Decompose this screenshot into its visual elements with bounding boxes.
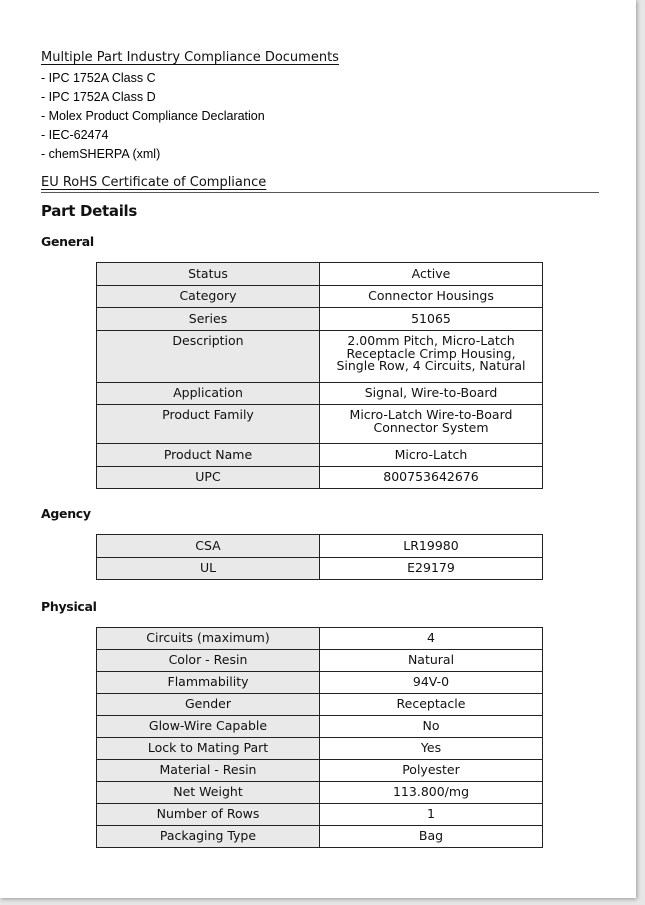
- table-row: [97, 804, 543, 826]
- spec-value: No: [320, 716, 543, 738]
- compliance-item: - IPC 1752A Class C: [41, 71, 156, 85]
- part-details-heading: Part Details: [41, 202, 138, 220]
- agency-table: [96, 534, 543, 580]
- spec-key: CSA: [97, 535, 320, 558]
- compliance-item: - chemSHERPA (xml): [41, 147, 161, 161]
- physical-table: [96, 627, 543, 848]
- spec-value: Micro-Latch Wire-to-Board Connector System: [320, 405, 543, 444]
- spec-key: UL: [97, 558, 320, 580]
- spec-value: Active: [320, 263, 543, 286]
- table-row: [97, 672, 543, 694]
- table-row: [97, 383, 543, 405]
- spec-value: LR19980: [320, 535, 543, 558]
- table-row: [97, 308, 543, 331]
- spec-key: Product Name: [97, 444, 320, 467]
- spec-key: Category: [97, 286, 320, 308]
- spec-key: Flammability: [97, 672, 320, 694]
- compliance-documents-link[interactable]: Multiple Part Industry Compliance Documents: [41, 50, 339, 65]
- spec-key: Number of Rows: [97, 804, 320, 826]
- spec-value: 1: [320, 804, 543, 826]
- spec-value: Receptacle: [320, 694, 543, 716]
- spec-key: Description: [97, 331, 320, 383]
- table-row: [97, 628, 543, 650]
- spec-value: Polyester: [320, 760, 543, 782]
- rohs-certificate-link[interactable]: EU RoHS Certificate of Compliance: [41, 175, 267, 190]
- spec-value: 113.800/mg: [320, 782, 543, 804]
- spec-key: Net Weight: [97, 782, 320, 804]
- spec-value: Signal, Wire-to-Board: [320, 383, 543, 405]
- table-row: [97, 760, 543, 782]
- agency-heading: Agency: [41, 506, 91, 521]
- spec-value: Natural: [320, 650, 543, 672]
- spec-key: Series: [97, 308, 320, 331]
- table-row: [97, 535, 543, 558]
- table-row: [97, 782, 543, 804]
- spec-value: Bag: [320, 826, 543, 848]
- spec-value: E29179: [320, 558, 543, 580]
- compliance-item: - IPC 1752A Class D: [41, 90, 156, 104]
- section-divider: [41, 192, 599, 193]
- table-row: [97, 331, 543, 383]
- spec-key: Material - Resin: [97, 760, 320, 782]
- compliance-item: - IEC-62474: [41, 128, 109, 142]
- spec-value: Connector Housings: [320, 286, 543, 308]
- table-row: [97, 467, 543, 489]
- spec-value: 2.00mm Pitch, Micro-Latch Receptacle Crimp Housing, Single Row, 4 Circuits, Natural: [320, 331, 543, 383]
- spec-key: Circuits (maximum): [97, 628, 320, 650]
- spec-key: Status: [97, 263, 320, 286]
- spec-key: UPC: [97, 467, 320, 489]
- table-row: [97, 694, 543, 716]
- table-row: [97, 286, 543, 308]
- compliance-document-list: [41, 69, 339, 164]
- spec-value: 4: [320, 628, 543, 650]
- spec-value: 800753642676: [320, 467, 543, 489]
- spec-key: Color - Resin: [97, 650, 320, 672]
- table-row: [97, 826, 543, 848]
- general-heading: General: [41, 234, 94, 249]
- spec-value: 51065: [320, 308, 543, 331]
- spec-key: Gender: [97, 694, 320, 716]
- spec-value: 94V-0: [320, 672, 543, 694]
- table-row: [97, 738, 543, 760]
- table-row: [97, 405, 543, 444]
- table-row: [97, 716, 543, 738]
- spec-key: Product Family: [97, 405, 320, 444]
- spec-value: Yes: [320, 738, 543, 760]
- physical-heading: Physical: [41, 599, 97, 614]
- table-row: [97, 558, 543, 580]
- table-row: [97, 444, 543, 467]
- spec-key: Application: [97, 383, 320, 405]
- compliance-item: - Molex Product Compliance Declaration: [41, 109, 265, 123]
- table-row: [97, 263, 543, 286]
- general-table: [96, 262, 543, 489]
- spec-value: Micro-Latch: [320, 444, 543, 467]
- spec-key: Glow-Wire Capable: [97, 716, 320, 738]
- spec-key: Lock to Mating Part: [97, 738, 320, 760]
- table-row: [97, 650, 543, 672]
- spec-key: Packaging Type: [97, 826, 320, 848]
- compliance-documents: [41, 46, 339, 164]
